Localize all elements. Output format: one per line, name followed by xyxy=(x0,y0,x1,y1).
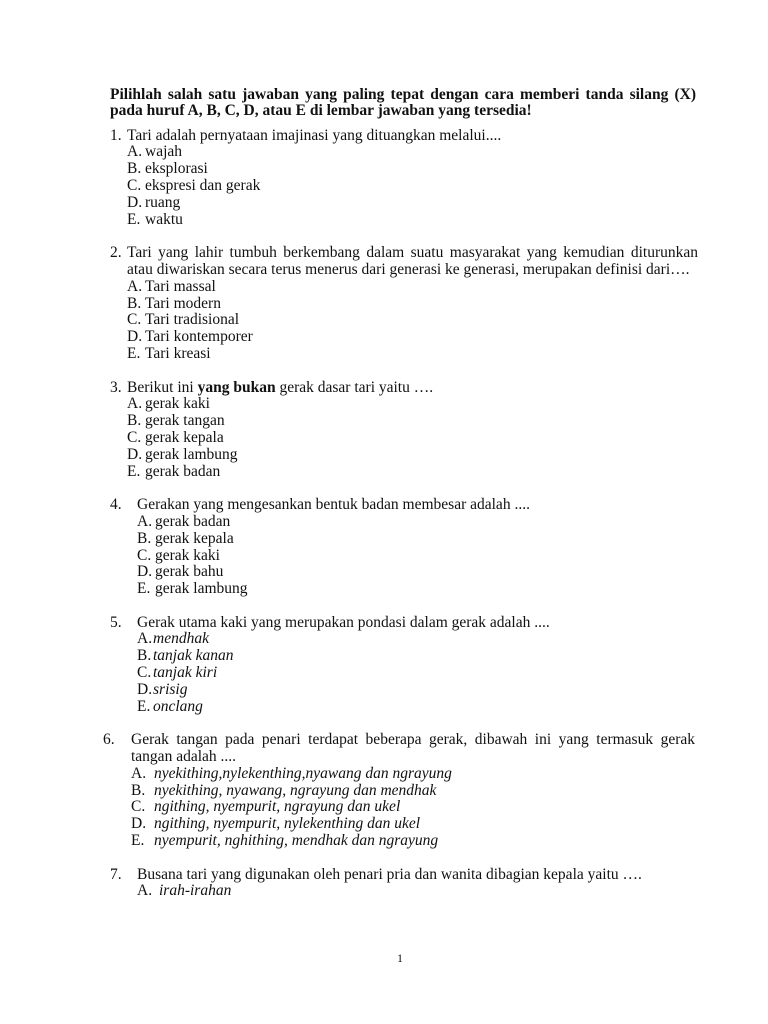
option-letter: C. xyxy=(127,176,142,194)
option-letter: B. xyxy=(127,294,142,312)
question-number: 1. xyxy=(110,126,122,144)
option-e xyxy=(127,212,698,229)
option-letter: D. xyxy=(127,328,143,346)
option-letter: A. xyxy=(127,143,143,161)
option-c xyxy=(127,430,698,447)
option-c xyxy=(137,548,698,565)
option-e xyxy=(127,346,698,363)
question-number: 5. xyxy=(110,613,122,631)
question-2 xyxy=(110,245,698,363)
option-text: gerak kaki xyxy=(145,395,210,413)
question-number: 2. xyxy=(110,244,122,262)
option-c xyxy=(127,178,698,195)
question-4 xyxy=(110,497,698,598)
option-letter: E. xyxy=(127,462,141,480)
option-c xyxy=(131,799,695,816)
option-a xyxy=(127,279,698,296)
option-e xyxy=(127,464,698,481)
option-letter: D. xyxy=(137,563,153,581)
option-text: gerak lambung xyxy=(155,580,248,598)
option-text: ekspresi dan gerak xyxy=(145,176,261,194)
option-letter: A. xyxy=(137,882,153,900)
question-1 xyxy=(110,128,698,229)
option-d xyxy=(131,816,695,833)
exam-content xyxy=(103,85,698,917)
option-letter: E. xyxy=(137,580,151,598)
option-d xyxy=(127,447,698,464)
option-d xyxy=(137,682,698,699)
option-b xyxy=(127,296,698,313)
stem-emphasis: yang bukan xyxy=(197,378,276,396)
option-letter: D. xyxy=(127,445,143,463)
question-number: 4. xyxy=(110,496,122,514)
option-text: Tari modern xyxy=(145,294,221,312)
option-letter: B. xyxy=(131,781,146,799)
option-e xyxy=(137,699,698,716)
question-5 xyxy=(110,615,698,716)
option-text: gerak kaki xyxy=(155,546,220,564)
option-letter: C. xyxy=(137,664,152,682)
page-number: 1 xyxy=(397,951,403,965)
question-stem: Tari adalah pernyataan imajinasi yang dituangkan melalui.... xyxy=(127,126,502,144)
option-c xyxy=(127,312,698,329)
option-letter: D. xyxy=(131,815,147,833)
option-text: gerak badan xyxy=(155,512,231,530)
option-text: ruang xyxy=(145,193,181,211)
option-list xyxy=(127,279,698,363)
option-text: eksplorasi xyxy=(145,160,208,178)
question-3 xyxy=(110,380,698,481)
option-list xyxy=(137,631,698,715)
option-text: gerak bahu xyxy=(155,563,224,581)
option-letter: E. xyxy=(127,344,141,362)
option-letter: B. xyxy=(137,529,152,547)
option-letter: A. xyxy=(137,630,153,648)
option-text: waktu xyxy=(145,210,183,228)
question-stem: Gerak tangan pada penari terdapat beberapa gerak, dibawah ini yang termasuk gerak tangan adalah .... xyxy=(131,731,695,766)
question-number: 6. xyxy=(103,731,115,749)
question-stem: Gerak utama kaki yang merupakan pondasi dalam gerak adalah .... xyxy=(137,613,550,631)
option-b xyxy=(137,648,698,665)
option-text: gerak badan xyxy=(145,462,221,480)
option-letter: B. xyxy=(137,647,152,665)
option-text: gerak kepala xyxy=(145,428,224,446)
instructions: Pilihlah salah satu jawaban yang paling tepat dengan cara memberi tanda silang (X) pada huruf A, B, C, D, atau E di lembar jawaban yang tersedia! xyxy=(110,85,696,120)
option-a xyxy=(127,144,698,161)
option-letter: A. xyxy=(137,512,153,530)
option-letter: C. xyxy=(127,311,142,329)
option-a xyxy=(137,514,698,531)
option-b xyxy=(127,413,698,430)
option-letter: B. xyxy=(127,412,142,430)
option-d xyxy=(137,564,698,581)
option-list xyxy=(137,514,698,598)
question-stem: Busana tari yang digunakan oleh penari pria dan wanita dibagian kepala yaitu …. xyxy=(137,865,642,883)
option-text: irah-irahan xyxy=(159,882,232,900)
option-text: ngithing, nyempurit, ngrayung dan ukel xyxy=(154,798,401,816)
option-text: Tari massal xyxy=(145,277,216,295)
option-e xyxy=(131,833,695,850)
option-c xyxy=(137,665,698,682)
question-stem xyxy=(127,380,698,397)
option-text: tanjak kiri xyxy=(153,664,218,682)
option-e xyxy=(137,581,698,598)
option-letter: E. xyxy=(127,210,141,228)
option-letter: D. xyxy=(127,193,143,211)
option-text: nyempurit, nghithing, mendhak dan ngrayung xyxy=(154,832,439,850)
question-stem: Gerakan yang mengesankan bentuk badan membesar adalah .... xyxy=(137,496,530,514)
option-b xyxy=(127,161,698,178)
option-list xyxy=(137,883,698,900)
option-a xyxy=(131,766,695,783)
option-letter: C. xyxy=(137,546,152,564)
question-7 xyxy=(110,867,698,901)
option-text: nyekithing,nylekenthing,nyawang dan ngrayung xyxy=(154,764,452,782)
option-letter: E. xyxy=(137,697,151,715)
option-a xyxy=(127,396,698,413)
stem-prefix: Berikut ini xyxy=(127,378,198,396)
question-number: 7. xyxy=(110,865,122,883)
option-text: Tari tradisional xyxy=(145,311,240,329)
option-letter: B. xyxy=(127,160,142,178)
option-text: tanjak kanan xyxy=(153,647,234,665)
option-text: gerak lambung xyxy=(145,445,238,463)
option-text: wajah xyxy=(145,143,183,161)
option-text: Tari kontemporer xyxy=(145,328,253,346)
question-6 xyxy=(103,731,698,850)
option-text: Tari kreasi xyxy=(145,344,211,362)
option-text: gerak kepala xyxy=(155,529,234,547)
option-letter: C. xyxy=(131,798,146,816)
option-d xyxy=(127,195,698,212)
option-letter: A. xyxy=(131,764,147,782)
option-letter: C. xyxy=(127,428,142,446)
option-list xyxy=(127,144,698,228)
option-b xyxy=(131,783,695,800)
option-text: onclang xyxy=(153,697,203,715)
option-letter: A. xyxy=(127,277,143,295)
stem-suffix: gerak dasar tari yaitu …. xyxy=(275,378,434,396)
option-text: nyekithing, nyawang, ngrayung dan mendhak xyxy=(154,781,437,799)
question-number: 3. xyxy=(110,378,122,396)
option-d xyxy=(127,329,698,346)
option-letter: E. xyxy=(131,832,145,850)
option-text: srisig xyxy=(153,680,188,698)
option-a xyxy=(137,631,698,648)
option-letter: A. xyxy=(127,395,143,413)
option-text: ngithing, nyempurit, nylekenthing dan ukel xyxy=(154,815,421,833)
option-list xyxy=(131,766,695,850)
option-text: gerak tangan xyxy=(145,412,225,430)
option-letter: D. xyxy=(137,680,153,698)
question-stem: Tari yang lahir tumbuh berkembang dalam suatu masyarakat yang kemudian diturunkan atau diwariskan secara terus menerus dari generasi ke generasi, merupakan definisi dari…. xyxy=(127,244,698,278)
option-a xyxy=(137,883,698,900)
option-text: mendhak xyxy=(153,630,209,648)
option-list xyxy=(127,396,698,480)
option-b xyxy=(137,531,698,548)
